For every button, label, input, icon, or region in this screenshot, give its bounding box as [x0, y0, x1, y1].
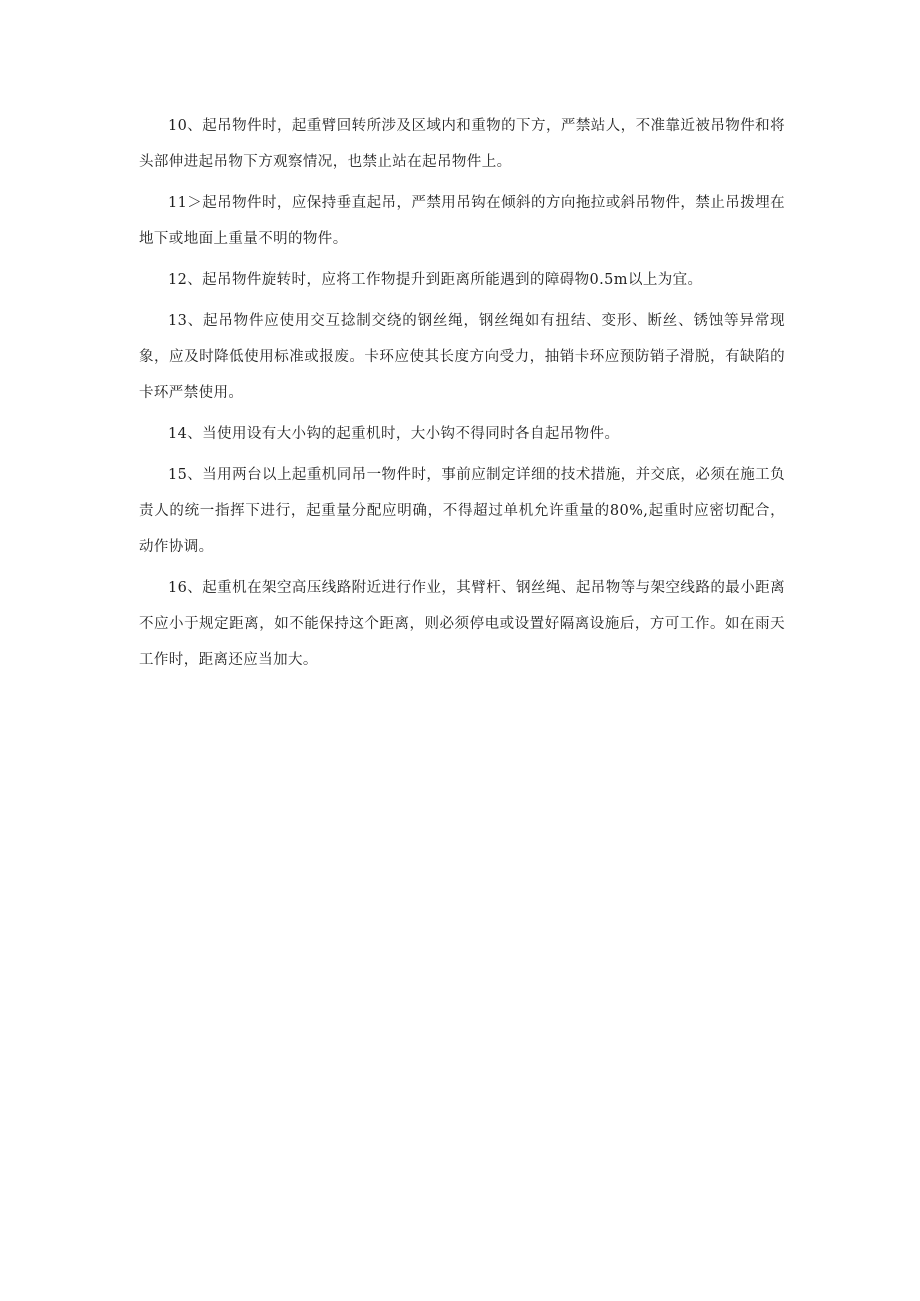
paragraph-item-13: 13、起吊物件应使用交互捻制交绕的钢丝绳，钢丝绳如有扭结、变形、断丝、锈蚀等异常现象，应及时降低使用标准或报废。卡环应使其长度方向受力，抽销卡环应预防销子滑脱，有缺陷的卡环严禁使用。 — [139, 313, 785, 401]
paragraph-item-12: 12、起吊物件旋转时，应将工作物提升到距离所能遇到的障碍物0.5m以上为宜。 — [168, 272, 703, 288]
paragraph-item-11: 11＞起吊物件时，应保持垂直起吊，严禁用吊钩在倾斜的方向拖拉或斜吊物件，禁止吊拨埋在地下或地面上重量不明的物件。 — [139, 195, 785, 247]
paragraph-item-14: 14、当使用设有大小钩的起重机时，大小钩不得同时各自起吊物件。 — [168, 426, 620, 442]
paragraph-item-15: 15、当用两台以上起重机同吊一物件时，事前应制定详细的技术措施，并交底，必须在施工负责人的统一指挥下进行，起重量分配应明确，不得超过单机允许重量的80%,起重时应密切配合，动作协调。 — [139, 467, 785, 555]
paragraph-item-16: 16、起重机在架空高压线路附近进行作业，其臂杆、钢丝绳、起吊物等与架空线路的最小距离不应小于规定距离，如不能保持这个距离，则必须停电或设置好隔离设施后，方可工作。如在雨天工作时，距离还应当加大。 — [139, 580, 785, 668]
paragraph-item-10: 10、起吊物件时，起重臂回转所涉及区域内和重物的下方，严禁站人，不准靠近被吊物件和将头部伸进起吊物下方观察情况，也禁止站在起吊物件上。 — [139, 118, 785, 170]
document-body — [139, 108, 785, 683]
